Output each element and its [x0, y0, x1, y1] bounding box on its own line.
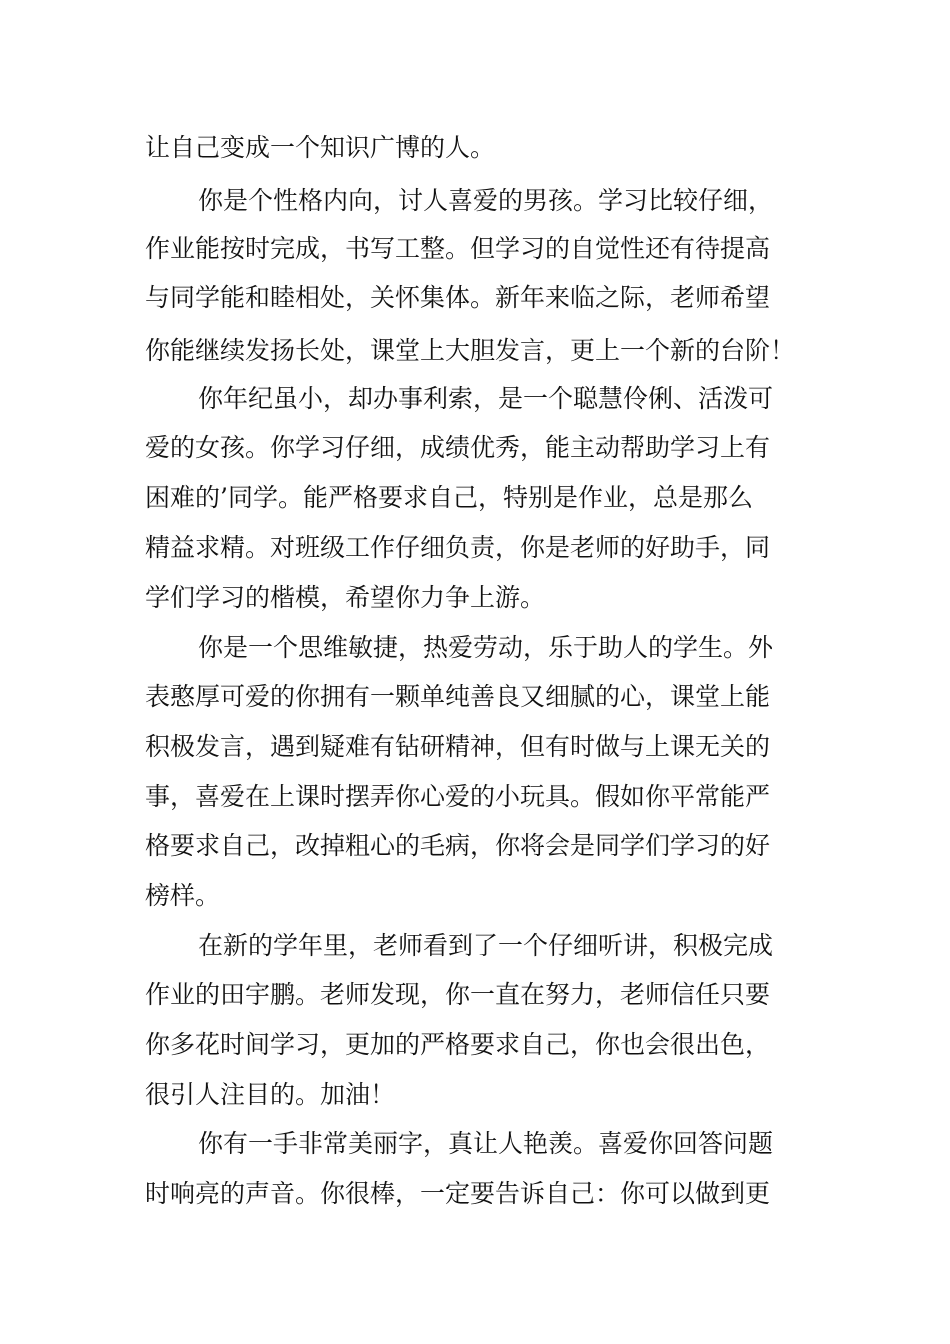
- paragraph-first-line: 你年纪虽小，却办事利索，是一个聪慧伶俐、活泼可: [198, 384, 774, 413]
- paragraph-first-line: 你是一个思维敏捷，热爱劳动，乐于助人的学生。外: [198, 633, 774, 662]
- text-line: 积极发言，遇到疑难有钻研精神，但有时做与上课无关的: [145, 732, 771, 761]
- paragraph-first-line: 你是个性格内向，讨人喜爱的男孩。学习比较仔细，: [198, 186, 774, 215]
- text-line: 格要求自己，改掉粗心的毛病，你将会是同学们学习的好: [145, 831, 771, 860]
- text-line: 事，喜爱在上课时摆弄你心爱的小玩具。假如你平常能严: [145, 782, 771, 811]
- text-line: 与同学能和睦相处，关怀集体。新年来临之际，老师希望: [145, 283, 771, 312]
- paragraph-first-line: 你有一手非常美丽字，真让人艳羡。喜爱你回答问题: [198, 1129, 774, 1158]
- text-line: 作业的田宇鹏。老师发现，你一直在努力，老师信任只要: [145, 980, 771, 1009]
- text-line: 榜样。: [145, 881, 221, 910]
- text-line: 作业能按时完成，书写工整。但学习的自觉性还有待提高: [145, 234, 771, 263]
- text-line: 你多花时间学习，更加的严格要求自己，你也会很出色，: [145, 1030, 771, 1059]
- paragraph-first-line: 在新的学年里，老师看到了一个仔细听讲，积极完成: [198, 931, 774, 960]
- text-line: 你能继续发扬长处，课堂上大胆发言，更上一个新的台阶！: [145, 336, 796, 365]
- text-line: 困难的’同学。能严格要求自己，特别是作业，总是那么: [145, 483, 753, 512]
- text-line: 时响亮的声音。你很棒，一定要告诉自己：你可以做到更: [145, 1179, 771, 1208]
- text-line: 精益求精。对班级工作仔细负责，你是老师的好助手，同: [145, 533, 771, 562]
- text-line: 爱的女孩。你学习仔细，成绩优秀，能主动帮助学习上有: [145, 433, 771, 462]
- text-line: 让自己变成一个知识广博的人。: [145, 133, 496, 162]
- text-line: 表憨厚可爱的你拥有一颗单纯善良又细腻的心，课堂上能: [145, 682, 771, 711]
- text-line: 很引人注目的。加油！: [145, 1080, 396, 1109]
- text-line: 学们学习的楷模，希望你力争上游。: [145, 583, 546, 612]
